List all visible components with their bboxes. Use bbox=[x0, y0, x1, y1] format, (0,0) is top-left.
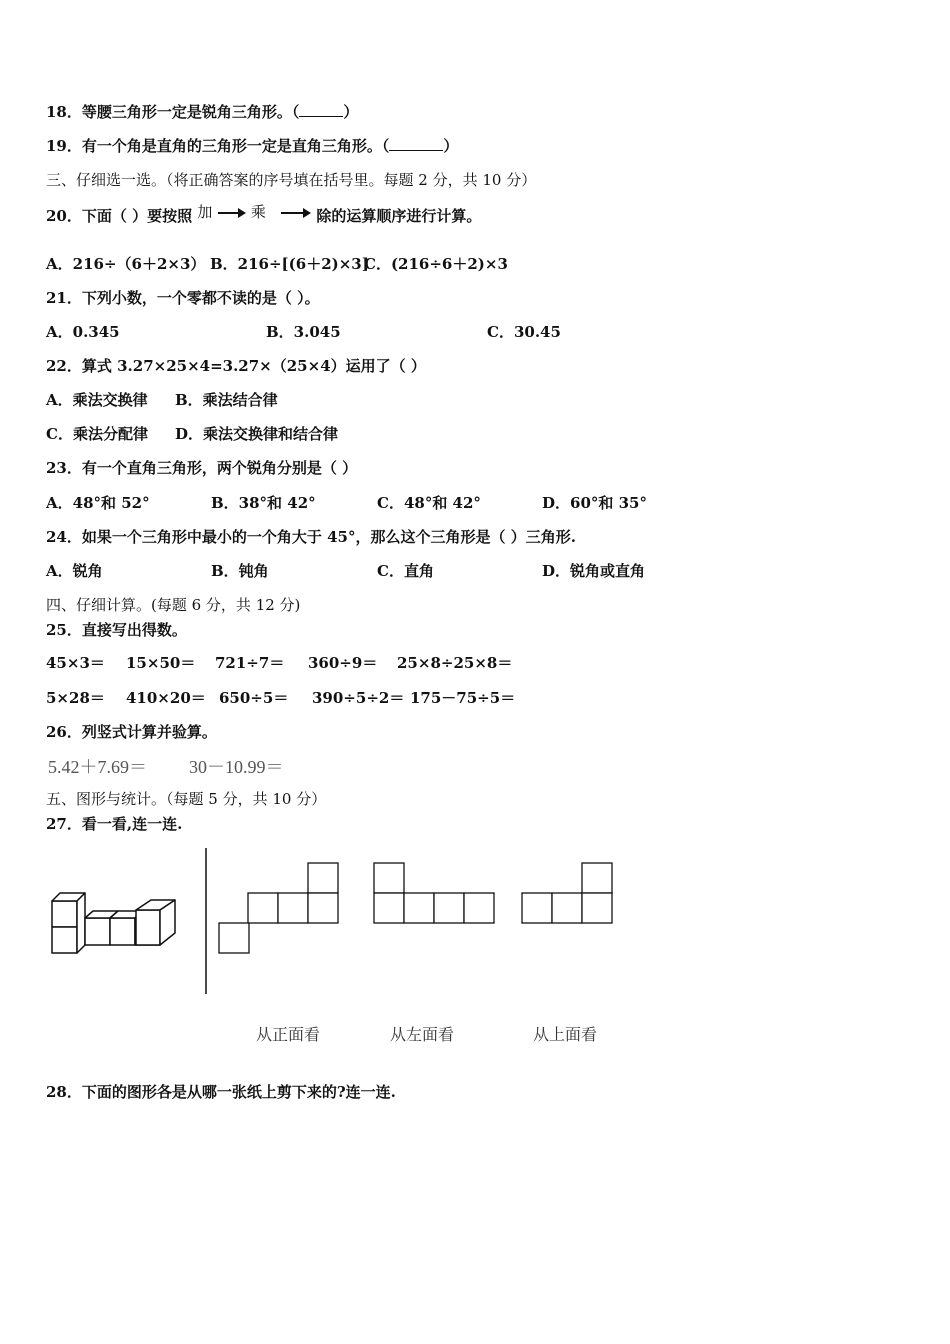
divider-line bbox=[204, 848, 208, 994]
section-3-heading: 三、仔细选一选。（将正确答案的序号填在括号里。每题 2 分，共 10 分） bbox=[46, 171, 537, 189]
caption-top-view: 从上面看 bbox=[533, 1025, 598, 1044]
calc-item: 721÷7＝ bbox=[215, 654, 285, 672]
view-grid-3 bbox=[521, 862, 615, 926]
question-19-close: ） bbox=[443, 137, 459, 155]
calc-item: 410×20＝ bbox=[126, 689, 206, 707]
cube-solid-figure bbox=[50, 891, 190, 961]
calc-item: 25×8÷25×8＝ bbox=[397, 654, 513, 672]
option-20-a[interactable]: A．216÷（6＋2×3） bbox=[46, 255, 206, 273]
question-20 bbox=[46, 203, 482, 226]
option-21-c[interactable]: C．30.45 bbox=[487, 323, 561, 341]
answer-blank-18[interactable] bbox=[299, 102, 343, 117]
option-23-a[interactable]: A．48°和 52° bbox=[46, 494, 150, 512]
option-22-a[interactable]: A．乘法交换律 bbox=[46, 391, 148, 409]
question-21: 21．下列小数，一个零都不读的是（ ）。 bbox=[46, 289, 320, 307]
question-22: 22．算式 3.27×25×4=3.27×（25×4）运用了（ ） bbox=[46, 357, 426, 375]
question-19-text: 19．有一个角是直角的三角形一定是直角三角形。（ bbox=[46, 137, 390, 155]
calc-item: 360÷9＝ bbox=[308, 654, 378, 672]
option-23-c[interactable]: C．48°和 42° bbox=[377, 494, 481, 512]
section-5-heading: 五、图形与统计。（每题 5 分，共 10 分） bbox=[46, 790, 327, 808]
calc-item: 650÷5＝ bbox=[219, 689, 289, 707]
option-22-b[interactable]: B．乘法结合律 bbox=[175, 391, 278, 409]
option-22-c[interactable]: C．乘法分配律 bbox=[46, 425, 148, 443]
formula-1: 5.42＋7.69＝ bbox=[48, 757, 147, 777]
option-23-d[interactable]: D．60°和 35° bbox=[542, 494, 647, 512]
section-4-heading: 四、仔细计算。(每题 6 分，共 12 分) bbox=[46, 596, 301, 614]
option-21-a[interactable]: A．0.345 bbox=[46, 323, 120, 341]
option-24-a[interactable]: A．锐角 bbox=[46, 562, 103, 580]
step-multiply: 乘 bbox=[250, 203, 266, 221]
arrow-right-icon bbox=[281, 207, 311, 219]
question-26: 26．列竖式计算并验算。 bbox=[46, 723, 217, 741]
question-18 bbox=[46, 102, 358, 122]
option-23-b[interactable]: B．38°和 42° bbox=[211, 494, 316, 512]
calc-item: 175－75÷5＝ bbox=[410, 689, 516, 707]
question-23: 23．有一个直角三角形，两个锐角分别是（ ） bbox=[46, 459, 358, 477]
question-28: 28．下面的图形各是从哪一张纸上剪下来的?连一连. bbox=[46, 1083, 396, 1101]
question-27: 27．看一看,连一连. bbox=[46, 815, 183, 833]
question-24: 24．如果一个三角形中最小的一个角大于 45°，那么这个三角形是（ ）三角形. bbox=[46, 528, 576, 546]
option-22-d[interactable]: D．乘法交换律和结合律 bbox=[175, 425, 339, 443]
view-grid-2 bbox=[373, 862, 497, 926]
option-24-b[interactable]: B．钝角 bbox=[211, 562, 269, 580]
question-19 bbox=[46, 136, 458, 156]
answer-blank-19[interactable] bbox=[389, 136, 443, 151]
option-20-c[interactable]: C．(216÷6＋2)×3 bbox=[364, 255, 508, 273]
calc-item: 45×3＝ bbox=[46, 654, 105, 672]
option-24-d[interactable]: D．锐角或直角 bbox=[542, 562, 646, 580]
step-add: 加 bbox=[197, 203, 213, 221]
calc-item: 5×28＝ bbox=[46, 689, 105, 707]
question-20-suffix: 除的运算顺序进行计算。 bbox=[316, 207, 482, 225]
question-20-prefix: 20．下面（ ）要按照 bbox=[46, 207, 193, 225]
option-21-b[interactable]: B．3.045 bbox=[266, 323, 341, 341]
question-18-close: ） bbox=[343, 103, 359, 121]
arrow-right-icon bbox=[218, 207, 246, 219]
calc-item: 15×50＝ bbox=[126, 654, 196, 672]
formula-2: 30－10.99＝ bbox=[189, 757, 284, 777]
view-grid-1 bbox=[218, 862, 340, 956]
option-24-c[interactable]: C．直角 bbox=[377, 562, 434, 580]
caption-left-view: 从左面看 bbox=[390, 1025, 455, 1044]
caption-front-view: 从正面看 bbox=[256, 1025, 321, 1044]
question-18-text: 18．等腰三角形一定是锐角三角形。（ bbox=[46, 103, 300, 121]
option-20-b[interactable]: B．216÷[(6＋2)×3] bbox=[210, 255, 369, 273]
question-25: 25．直接写出得数。 bbox=[46, 621, 187, 639]
calc-item: 390÷5÷2＝ bbox=[312, 689, 405, 707]
